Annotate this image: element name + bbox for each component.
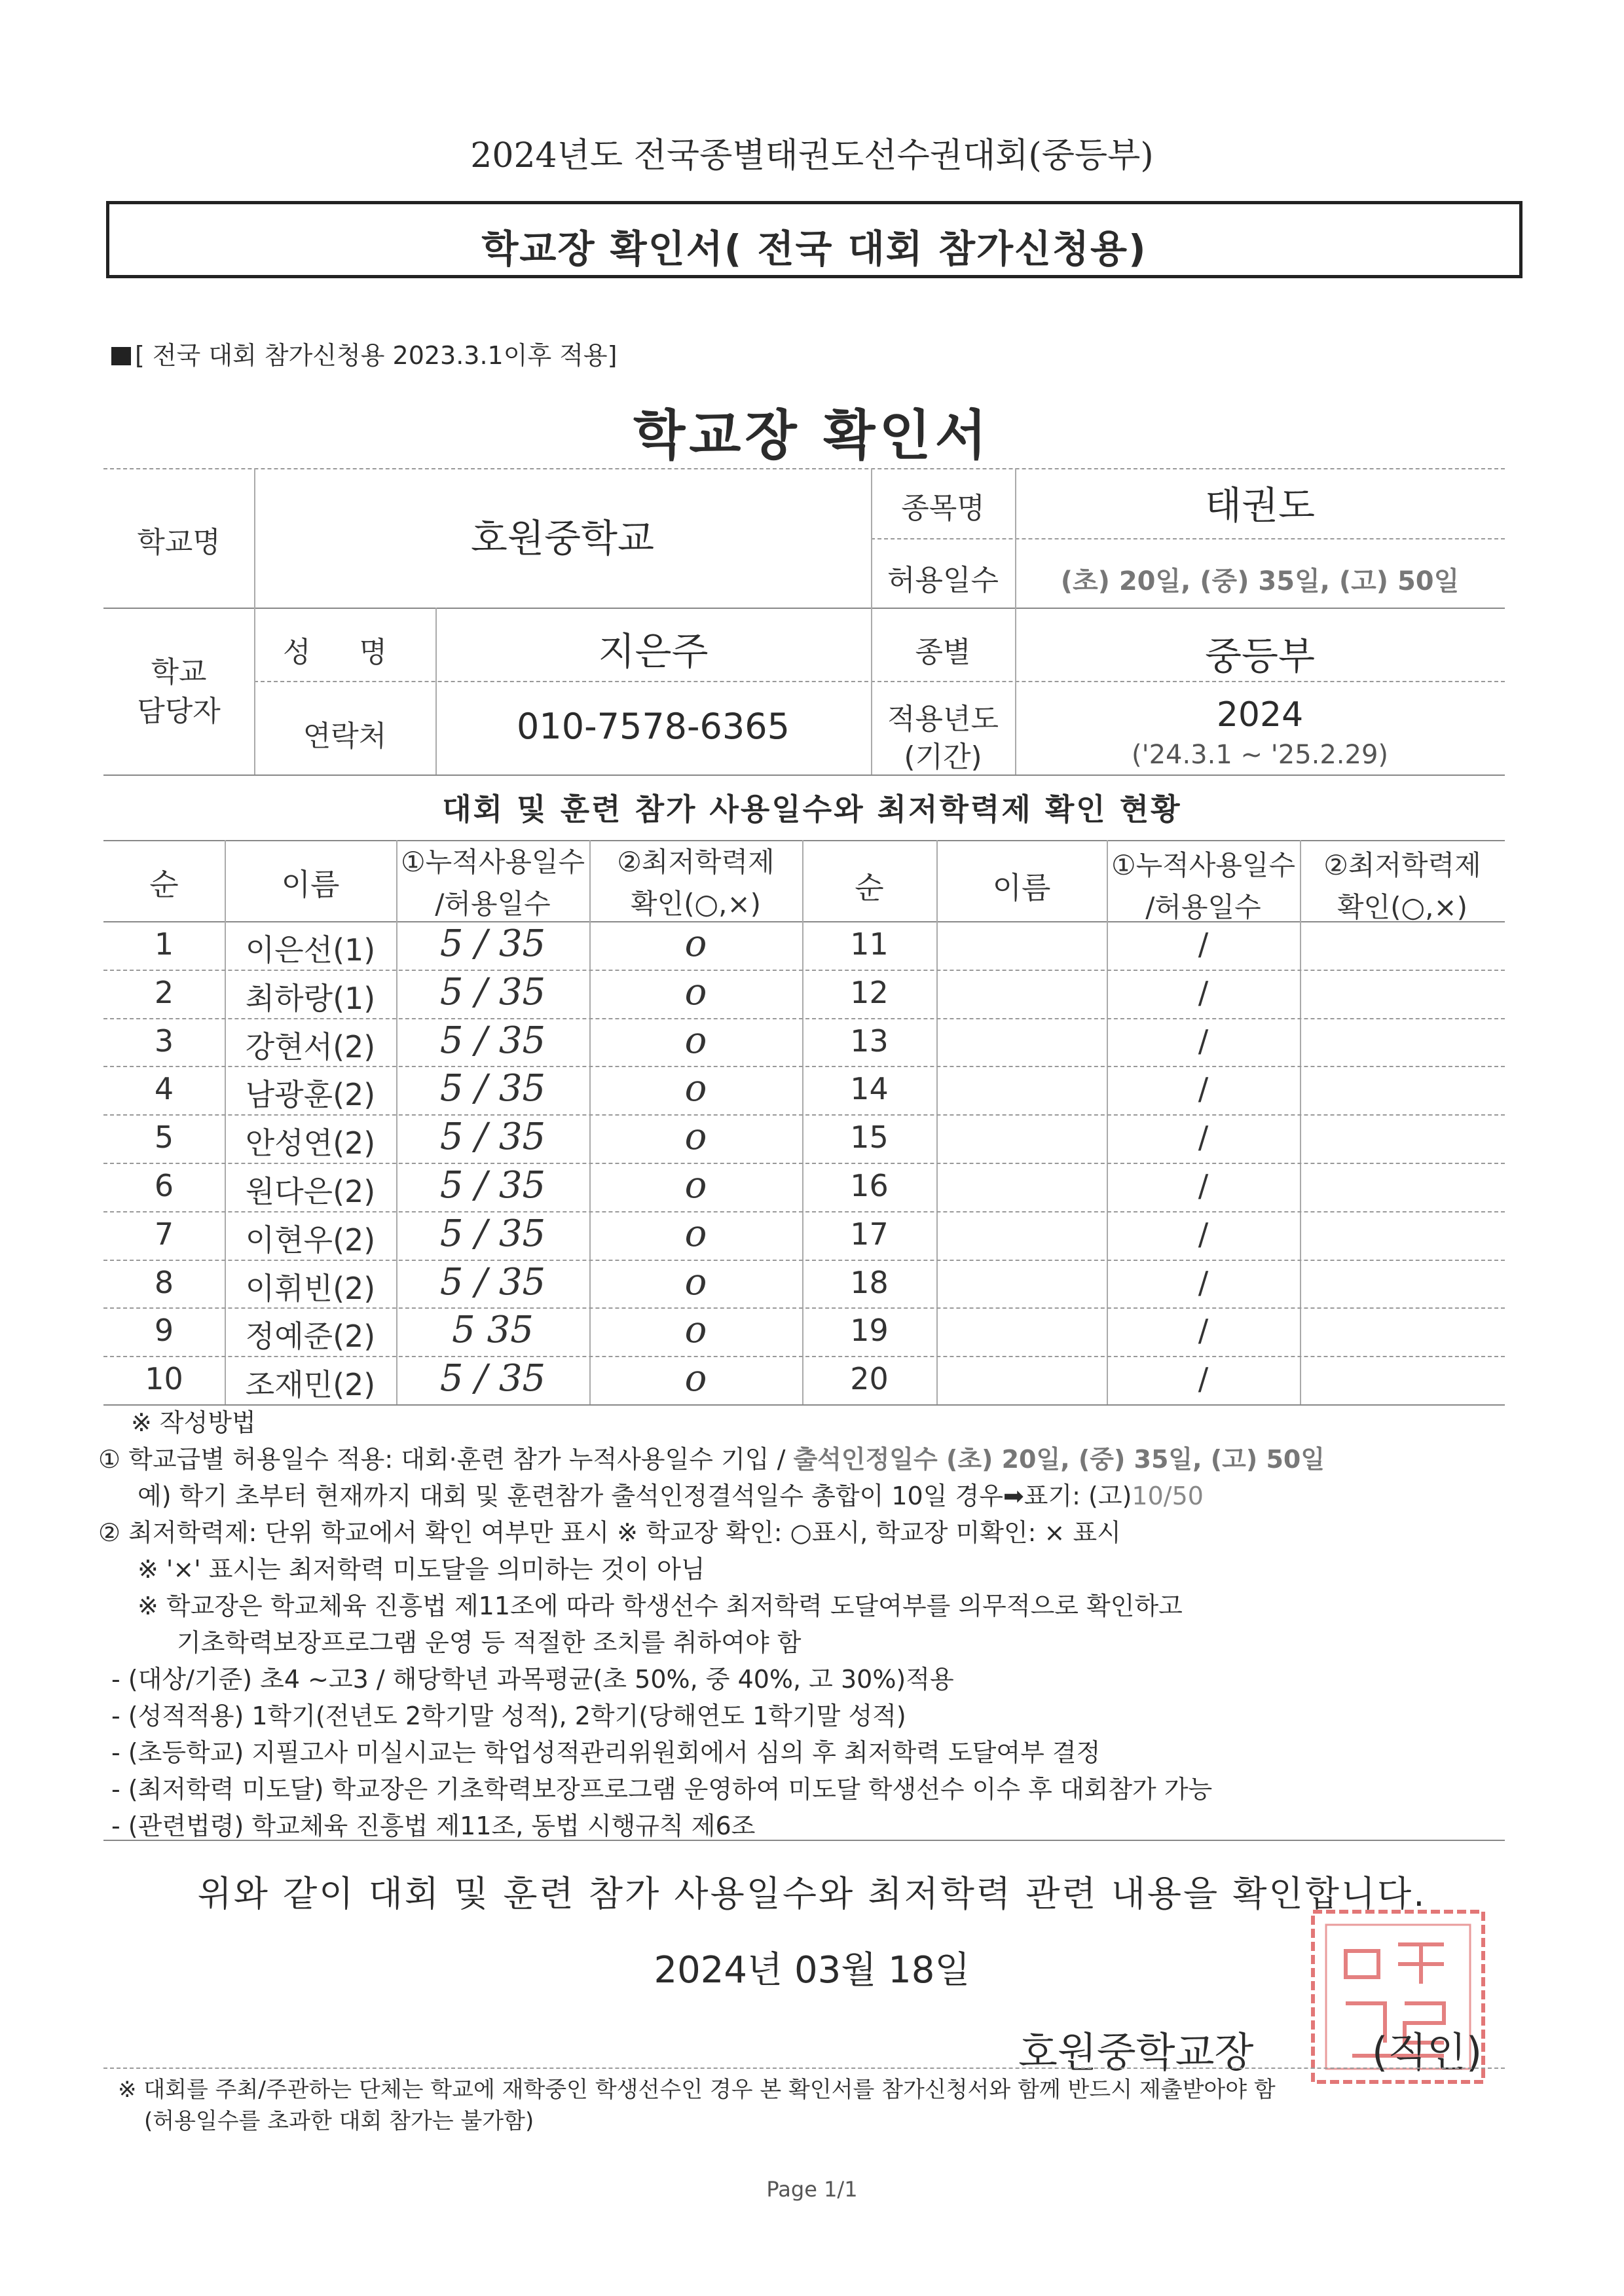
title-box-text: 학교장 확인서( 전국 대회 참가신청용) bbox=[481, 227, 1147, 271]
col-header-check-left-1: ②최저학력제 bbox=[617, 846, 775, 878]
phone-label: 연락처 bbox=[303, 720, 387, 753]
event-title: 2024년도 전국종별태권도선수권대회(중등부) bbox=[470, 136, 1154, 175]
cell-days: / bbox=[1198, 1071, 1209, 1107]
allowed-days-value: (초) 20일, (중) 35일, (고) 50일 bbox=[1060, 566, 1460, 596]
year-label-2: (기간) bbox=[904, 740, 982, 774]
table-vline-5 bbox=[936, 840, 938, 1404]
col-header-no-right: 순 bbox=[855, 870, 884, 905]
period-value: ('24.3.1 ~ '25.2.29) bbox=[1131, 740, 1389, 770]
table-row-rule bbox=[103, 1163, 1505, 1164]
cell-name: 이현우(2) bbox=[245, 1222, 376, 1258]
cell-no: 8 bbox=[154, 1264, 174, 1300]
cell-days: 5 / 35 bbox=[439, 1019, 546, 1062]
method-line-7: - (대상/기준) 초4 ~고3 / 해당학년 과목평균(초 50%, 중 40%, 고 30%)적용 bbox=[111, 1665, 954, 1694]
cell-no: 16 bbox=[850, 1168, 889, 1203]
cell-no: 5 bbox=[154, 1120, 174, 1156]
seal-label: (직인) bbox=[1372, 2028, 1483, 2076]
cell-days: 5 / 35 bbox=[439, 1212, 546, 1255]
cell-check: o bbox=[684, 1067, 707, 1110]
cell-days: / bbox=[1198, 1168, 1209, 1203]
table-row-rule bbox=[103, 1356, 1505, 1357]
square-bullet-icon bbox=[111, 347, 131, 365]
info-rule-top bbox=[103, 468, 1505, 469]
cell-no: 6 bbox=[154, 1168, 174, 1203]
method-line-3: ② 최저학력제: 단위 학교에서 확인 여부만 표시 ※ 학교장 확인: ○표시, 학교장 미확인: × 표시 bbox=[98, 1518, 1121, 1547]
applies-note bbox=[111, 335, 617, 371]
cell-days: / bbox=[1198, 974, 1209, 1010]
cell-days: / bbox=[1198, 1264, 1209, 1300]
method-line-1b: 출석인정일수 (초) 20일, (중) 35일, (고) 50일 bbox=[793, 1445, 1325, 1474]
cell-no: 20 bbox=[850, 1361, 889, 1397]
cell-no: 1 bbox=[154, 926, 174, 962]
footer-note-2: (허용일수를 초과한 대회 참가는 불가함) bbox=[144, 2108, 534, 2134]
table-rule-top bbox=[103, 840, 1505, 841]
table-row-rule bbox=[103, 1066, 1505, 1067]
col-header-check-right bbox=[1300, 845, 1505, 928]
table-row-rule bbox=[103, 1211, 1505, 1212]
cell-check: o bbox=[684, 1019, 707, 1062]
cell-name: 이휘빈(2) bbox=[245, 1270, 376, 1306]
method-line-2 bbox=[98, 1478, 1539, 1514]
division-value: 중등부 bbox=[1204, 634, 1316, 678]
col-header-days-right bbox=[1107, 845, 1300, 928]
cell-days: 5 / 35 bbox=[439, 1067, 546, 1110]
school-label: 학교명 bbox=[137, 526, 221, 559]
cell-no: 17 bbox=[850, 1216, 889, 1252]
cell-days: 5 / 35 bbox=[439, 1116, 546, 1159]
writing-method bbox=[98, 1404, 1539, 1844]
name-value: 지은주 bbox=[598, 629, 709, 674]
table-row-rule bbox=[103, 1114, 1505, 1116]
cell-no: 4 bbox=[154, 1071, 174, 1107]
table-row-rule bbox=[103, 1018, 1505, 1019]
method-line-11: - (관련법령) 학교체육 진흥법 제11조, 동법 시행규칙 제6조 bbox=[111, 1812, 756, 1840]
cell-days: / bbox=[1198, 1313, 1209, 1349]
method-line-10: - (최저학력 미도달) 학교장은 기초학력보장프로그램 운영하여 미도달 학생선수 이수 후 대회참가 가능 bbox=[111, 1775, 1213, 1804]
confirmation-statement: 위와 같이 대회 및 훈련 참가 사용일수와 최저학력 관련 내용을 확인합니다. bbox=[197, 1873, 1427, 1914]
cell-name: 남광훈(2) bbox=[245, 1077, 376, 1113]
col-header-days-left-1: ①누적사용일수 bbox=[400, 846, 585, 878]
cell-days: 5 / 35 bbox=[439, 1164, 546, 1207]
cell-name: 조재민(2) bbox=[245, 1367, 376, 1403]
cell-no: 11 bbox=[850, 926, 889, 962]
cell-check: o bbox=[684, 1357, 707, 1400]
method-line-4: ※ '×' 표시는 최저학력 미도달을 의미하는 것이 아님 bbox=[138, 1555, 705, 1584]
cell-no: 9 bbox=[154, 1313, 174, 1349]
cell-days: / bbox=[1198, 926, 1209, 962]
method-line-9: - (초등학교) 지필고사 미실시교는 학업성적관리위원회에서 심의 후 최저학력 도달여부 결정 bbox=[111, 1738, 1101, 1767]
cell-name: 원다은(2) bbox=[245, 1174, 376, 1209]
table-row-rule bbox=[103, 1307, 1505, 1309]
cell-check: o bbox=[684, 1164, 707, 1207]
cell-no: 13 bbox=[850, 1023, 889, 1059]
cell-no: 15 bbox=[850, 1120, 889, 1156]
page-number: Page 1/1 bbox=[766, 2177, 858, 2202]
cell-days: 5 / 35 bbox=[439, 970, 546, 1013]
col-header-days-left bbox=[396, 841, 589, 925]
cell-days: / bbox=[1198, 1023, 1209, 1059]
cell-check: o bbox=[684, 1116, 707, 1159]
col-header-name-right: 이름 bbox=[992, 870, 1051, 905]
col-header-check-right-1: ②최저학력제 bbox=[1323, 849, 1481, 881]
allowed-days-label: 허용일수 bbox=[887, 564, 999, 597]
cell-name: 정예준(2) bbox=[245, 1319, 376, 1355]
col-header-check-left-2: 확인(○,×) bbox=[630, 888, 762, 920]
cell-days: 5 35 bbox=[452, 1309, 534, 1352]
table-row-rule bbox=[103, 970, 1505, 971]
method-line-2b: 10/50 bbox=[1132, 1482, 1204, 1510]
col-header-name-left: 이름 bbox=[281, 867, 340, 902]
cell-check: o bbox=[684, 1260, 707, 1303]
cell-name: 강현서(2) bbox=[245, 1029, 376, 1065]
division-label: 종별 bbox=[915, 636, 971, 669]
cell-check: o bbox=[684, 922, 707, 965]
cell-no: 7 bbox=[154, 1216, 174, 1252]
cell-name: 최하랑(1) bbox=[245, 980, 376, 1016]
cell-days: / bbox=[1198, 1361, 1209, 1397]
cell-days: 5 / 35 bbox=[439, 1357, 546, 1400]
year-value: 2024 bbox=[1216, 695, 1304, 735]
col-header-days-right-1: ①누적사용일수 bbox=[1111, 849, 1296, 881]
method-line-8: - (성적적용) 1학기(전년도 2학기말 성적), 2학기(당해연도 1학기말 성적) bbox=[111, 1702, 906, 1730]
cell-days: 5 / 35 bbox=[439, 922, 546, 965]
col-header-no-left: 순 bbox=[149, 867, 179, 902]
info-rule-bottom bbox=[103, 774, 1505, 776]
event-label: 종목명 bbox=[901, 492, 985, 525]
cell-no: 18 bbox=[850, 1264, 889, 1300]
footer-note bbox=[118, 2074, 1526, 2137]
method-line-1 bbox=[98, 1441, 1539, 1478]
applies-note-text: [ 전국 대회 참가신청용 2023.3.1이후 적용] bbox=[135, 341, 618, 370]
cell-no: 14 bbox=[850, 1071, 889, 1107]
info-rule-right-1 bbox=[871, 538, 1505, 539]
year-label-1: 적용년도 bbox=[887, 702, 999, 736]
contact-label-2: 담당자 bbox=[137, 695, 221, 728]
info-rule-mid bbox=[103, 608, 1505, 609]
method-rule-bottom bbox=[103, 1840, 1505, 1841]
cell-name: 이은선(1) bbox=[245, 932, 376, 968]
method-line-2a: 예) 학기 초부터 현재까지 대회 및 훈련참가 출석인정결석일수 총합이 10일 경우➡표기: (고) bbox=[138, 1482, 1132, 1510]
cell-no: 19 bbox=[850, 1313, 889, 1349]
method-line-1a: ① 학교급별 허용일수 적용: 대회·훈련 참가 누적사용일수 기입 / bbox=[98, 1445, 794, 1474]
form-title: 학교장 확인서 bbox=[633, 405, 991, 467]
col-header-days-left-2: /허용일수 bbox=[435, 888, 551, 920]
cell-days: / bbox=[1198, 1120, 1209, 1156]
cell-days: / bbox=[1198, 1216, 1209, 1252]
footer-note-1: ※ 대회를 주최/주관하는 단체는 학교에 재학중인 학생선수인 경우 본 확인서를 참가신청서와 함께 반드시 제출받아야 함 bbox=[118, 2077, 1276, 2103]
method-line-6: 기초학력보장프로그램 운영 등 적절한 조치를 취하여야 함 bbox=[177, 1628, 802, 1657]
col-header-check-left bbox=[589, 841, 802, 925]
cell-check: o bbox=[684, 1212, 707, 1255]
cell-check: o bbox=[684, 970, 707, 1013]
col-header-check-right-2: 확인(○,×) bbox=[1337, 891, 1468, 923]
cell-no: 10 bbox=[145, 1361, 183, 1397]
table-row-rule bbox=[103, 1260, 1505, 1261]
cell-no: 12 bbox=[850, 974, 889, 1010]
cell-check: o bbox=[684, 1309, 707, 1352]
section-title: 대회 및 훈련 참가 사용일수와 최저학력제 확인 현황 bbox=[442, 792, 1182, 827]
col-header-days-right-2: /허용일수 bbox=[1145, 891, 1261, 923]
issue-date: 2024년 03월 18일 bbox=[654, 1949, 970, 1992]
event-value: 태권도 bbox=[1204, 483, 1316, 528]
cell-no: 3 bbox=[154, 1023, 174, 1059]
name-label: 성 명 bbox=[283, 636, 407, 669]
cell-no: 2 bbox=[154, 974, 174, 1010]
info-rule-right-2 bbox=[254, 681, 1505, 682]
footer-rule bbox=[103, 2068, 1505, 2069]
contact-label-1: 학교 bbox=[151, 655, 207, 689]
principal-name: 호원중학교장 bbox=[1018, 2028, 1254, 2076]
cell-name: 안성연(2) bbox=[245, 1125, 376, 1161]
cell-days: 5 / 35 bbox=[439, 1260, 546, 1303]
phone-value: 010-7578-6365 bbox=[517, 706, 790, 747]
school-value: 호원중학교 bbox=[470, 516, 655, 560]
method-heading: ※ 작성방법 bbox=[131, 1408, 256, 1437]
method-line-5: ※ 학교장은 학교체육 진흥법 제11조에 따라 학생선수 최저학력 도달여부를 의무적으로 확인하고 bbox=[138, 1592, 1183, 1620]
